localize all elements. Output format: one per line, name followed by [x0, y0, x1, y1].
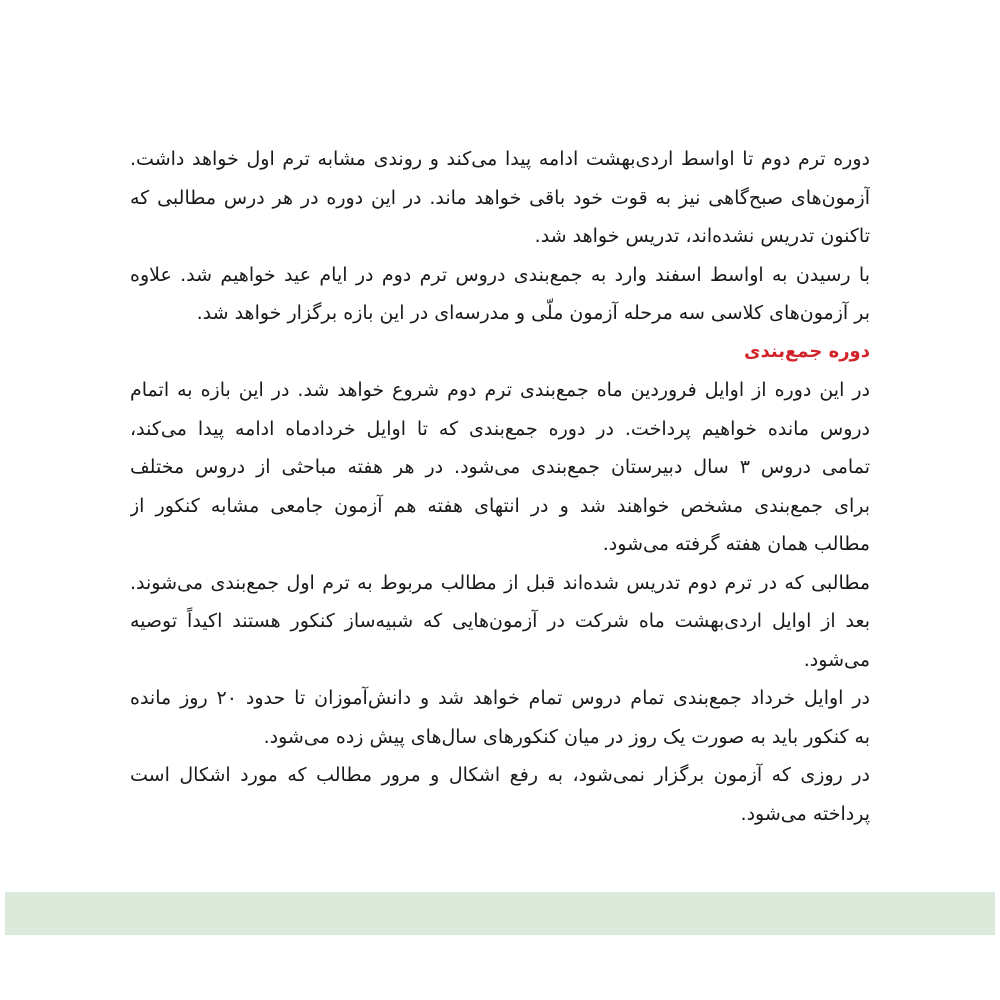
paragraph-line: دوره ترم دوم تا اواسط اردی‌بهشت ادامه پیدا می‌کند و روندی مشابه ترم اول خواهد داشت.	[130, 148, 870, 170]
paragraph-line: در این دوره از اوایل فروردین ماه جمع‌بندی ترم دوم شروع خواهد شد. در این بازه به اتمام	[130, 379, 870, 401]
paragraph-line: بر آزمون‌های کلاسی سه مرحله آزمون ملّی و مدرسه‌ای در این بازه برگزار خواهد شد.	[196, 302, 870, 324]
body-text	[130, 140, 870, 833]
paragraph-line: برای جمع‌بندی مشخص خواهند شد و در انتهای هفته هم آزمون جامعی مشابه کنکور از	[130, 494, 870, 517]
paragraph-line: به کنکور باید به صورت یک روز در میان کنکورهای سال‌های پیش زده می‌شود.	[263, 725, 870, 748]
paragraph-line: در روزی که آزمون برگزار نمی‌شود، به رفع اشکال و مرور مطالب که مورد اشکال است	[130, 764, 870, 786]
paragraph-line: مطالب همان هفته گرفته می‌شود.	[602, 533, 870, 555]
paragraph-line: تاکنون تدریس نشده‌اند، تدریس خواهد شد.	[534, 225, 870, 247]
paragraph-line: آزمون‌های صبح‌گاهی نیز به قوت خود باقی خواهد ماند. در این دوره در هر درس مطالبی که	[130, 186, 870, 209]
paragraph-line: بعد از اوایل اردی‌بهشت ماه شرکت در آزمون‌هایی که شبیه‌ساز کنکور هستند اکیداً توصیه	[130, 610, 870, 632]
footer-band	[5, 892, 995, 935]
paragraph-line: می‌شود.	[803, 648, 870, 671]
paragraph-line: دروس مانده خواهیم پرداخت. در دوره جمع‌بندی که تا اوایل خردادماه ادامه پیدا می‌کند،	[130, 417, 870, 440]
paragraph-line: در اوایل خرداد جمع‌بندی تمام دروس تمام خواهد شد و دانش‌آموزان تا حدود ۲۰ روز مانده	[130, 687, 870, 709]
paragraph-line: با رسیدن به اواسط اسفند وارد به جمع‌بندی دروس ترم دوم در ایام عید خواهیم شد. علاوه	[130, 263, 870, 286]
paragraph-line: مطالبی که در ترم دوم تدریس شده‌اند قبل از مطالب مربوط به ترم اول جمع‌بندی می‌شوند.	[130, 571, 870, 594]
paragraph-line: پرداخته می‌شود.	[740, 802, 870, 825]
section-heading: دوره جمع‌بندی	[743, 340, 870, 362]
paragraph-line: تمامی دروس ۳ سال دبیرستان جمع‌بندی می‌شود. در هر هفته مباحثی از دروس مختلف	[130, 456, 870, 478]
